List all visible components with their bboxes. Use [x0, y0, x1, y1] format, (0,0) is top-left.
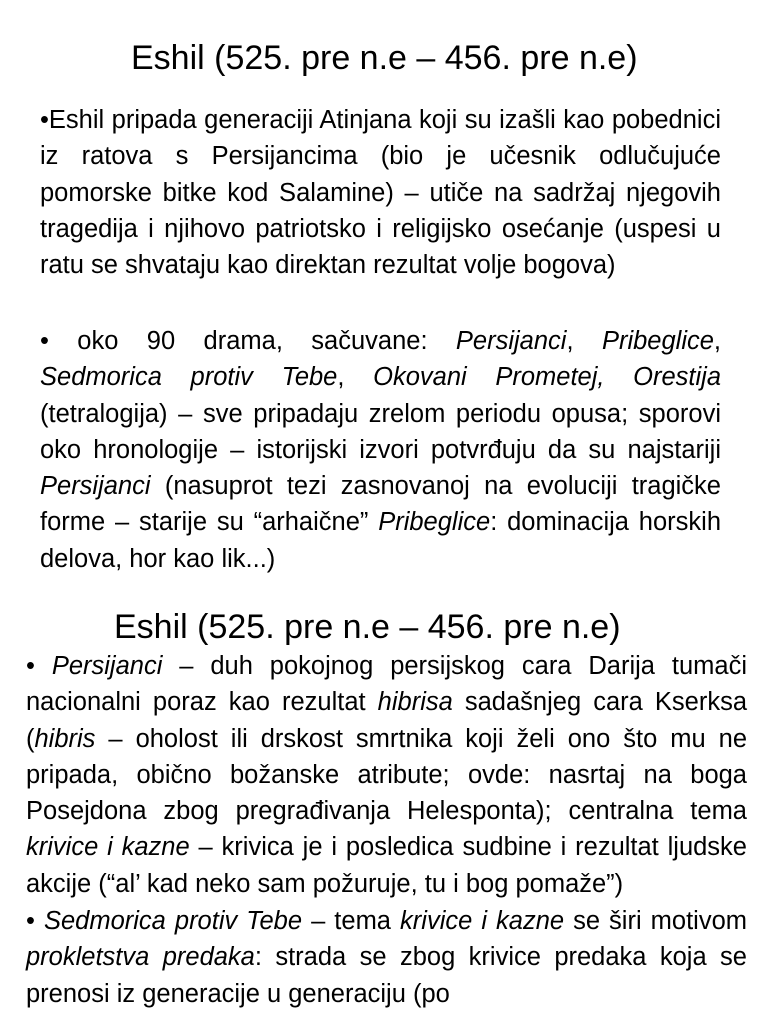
- term: hibris: [34, 724, 96, 753]
- text-run: : dominacija horskih delova, hor kao lik...): [40, 508, 722, 573]
- work-title: Pribeglice: [601, 327, 714, 355]
- slide-2-title: Eshil (525. pre n.e – 456. pre n.e): [114, 608, 621, 646]
- text-run: ,: [337, 363, 374, 392]
- work-title: Persijanci: [51, 652, 163, 680]
- paragraph-sedmorica: [26, 903, 747, 1012]
- text-run: •: [26, 652, 52, 680]
- paragraph-eshil-generation: [40, 102, 721, 283]
- paragraph-dramas: [40, 323, 721, 577]
- term: hibrisa: [377, 688, 453, 717]
- text-run: (tetralogija) – sve pripadaju zrelom periodu opusa; sporovi oko hronologije – istorijski izvori potvrđuju da su najstariji: [40, 399, 721, 464]
- work-title: Persijanci: [40, 472, 151, 501]
- text-run: ,: [566, 327, 602, 355]
- text-run: – krivica je i posledica sudbine i rezultat ljudske akcije (“al’ kad neko sam požuruje, tu i bog pomaže”): [26, 833, 747, 898]
- text-run: (nasuprot tezi zasnovanoj na evoluciji tragičke forme – starije su “arhaične”: [40, 472, 721, 537]
- work-title: Sedmorica protiv Tebe: [43, 907, 303, 935]
- term: krivice i kazne: [26, 833, 190, 862]
- text-run: • oko 90 drama, sačuvane:: [40, 327, 456, 355]
- work-title: Pribeglice: [378, 508, 491, 537]
- text-run: – oholost ili drskost smrtnika koji želi ono što mu ne pripada, obično božanske atribute; ovde: nasrtaj na boga Posejdona zbog pregrađivanja Helesponta); centralna tema: [26, 724, 747, 826]
- text-run: se širi motivom: [564, 907, 748, 935]
- text-run: •: [26, 907, 44, 935]
- text-run: – tema: [302, 907, 401, 935]
- work-title: Okovani Prometej, Orestija: [373, 363, 722, 392]
- work-title: Persijanci: [455, 327, 567, 355]
- text-run: : strada se zbog krivice predaka koja se prenosi iz generacije u generaciju (po: [26, 943, 747, 1008]
- term: krivice i kazne: [400, 907, 565, 935]
- slide-1-title: Eshil (525. pre n.e – 456. pre n.e): [131, 39, 638, 77]
- paragraph-persijanci: [26, 648, 747, 902]
- paragraph-text: •Eshil pripada generaciji Atinjana koji su izašli kao pobednici iz ratova s Persijancima (bio je učesnik odlučujuće pomorske bitke kod Salamine) – utiče na sadržaj njegovih tragedija i njihovo patriotsko i religijsko osećanje (uspesi u ratu se shvataju kao direktan rezultat volje bogova): [40, 106, 721, 280]
- text-run: sadašnjeg cara Kserksa (: [26, 688, 748, 753]
- term: prokletstva predaka: [26, 943, 255, 972]
- slide-2: [0, 590, 768, 1024]
- text-run: ,: [713, 327, 722, 355]
- work-title: Sedmorica protiv Tebe: [40, 363, 338, 392]
- text-run: – duh pokojnog persijskog cara Darija tumači nacionalni poraz kao rezultat: [26, 652, 747, 717]
